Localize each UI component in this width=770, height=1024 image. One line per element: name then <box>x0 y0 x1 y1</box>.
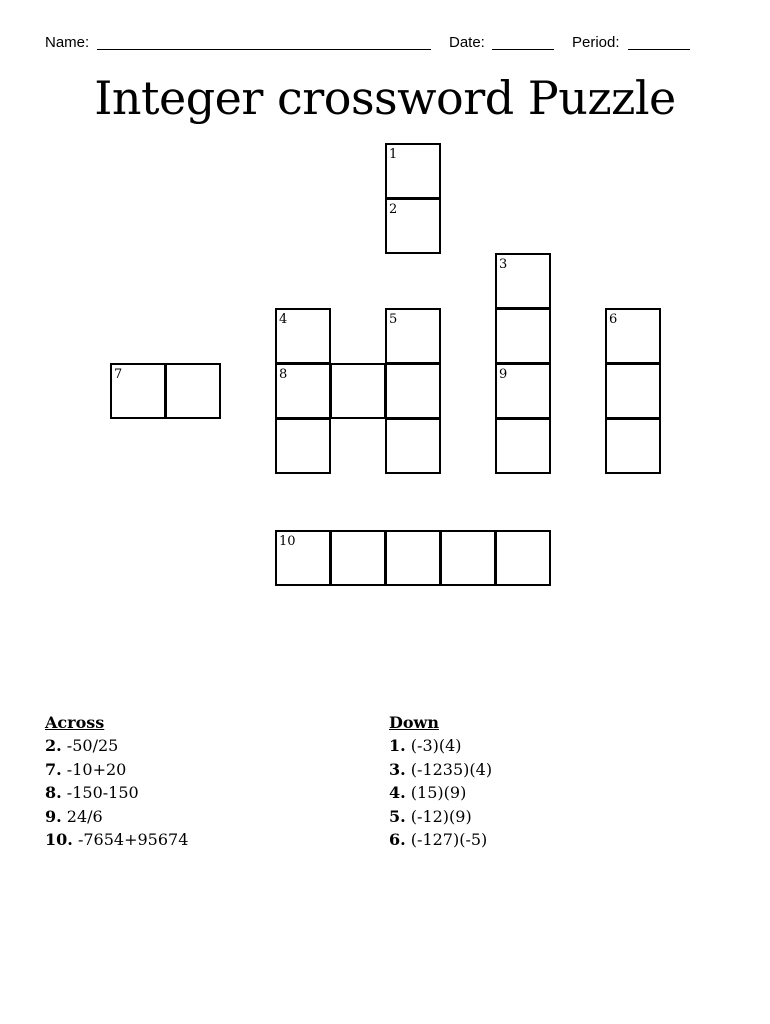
grid-cell[interactable] <box>605 363 661 419</box>
grid-cell[interactable] <box>330 530 386 586</box>
down-clue <box>389 781 689 805</box>
across-clues <box>45 711 345 852</box>
grid-cell[interactable] <box>385 418 441 474</box>
across-clue <box>45 734 345 758</box>
grid-cell[interactable] <box>275 418 331 474</box>
across-clue <box>45 828 345 852</box>
clue-number: 9. <box>45 806 62 826</box>
grid-cell[interactable] <box>495 418 551 474</box>
grid-cell[interactable] <box>275 308 331 364</box>
clue-number: 5 <box>389 312 398 327</box>
name-label: Name: <box>45 34 90 51</box>
grid-cell[interactable] <box>385 143 441 199</box>
clue-number: 4 <box>279 312 288 327</box>
grid-cell[interactable] <box>605 418 661 474</box>
clue-text: -7654+95674 <box>77 830 189 849</box>
down-clues <box>389 711 689 852</box>
period-blank[interactable] <box>628 49 690 50</box>
date-blank[interactable] <box>492 49 554 50</box>
across-clue <box>45 805 345 829</box>
clue-text: 24/6 <box>66 806 103 826</box>
worksheet-header <box>45 34 725 56</box>
clue-text: (-12)(9) <box>410 806 472 826</box>
grid-cell[interactable] <box>495 363 551 419</box>
down-clue <box>389 828 689 852</box>
grid-cell[interactable] <box>495 530 551 586</box>
grid-cell[interactable] <box>495 308 551 364</box>
clue-number: 2. <box>45 736 62 755</box>
clue-number: 6 <box>609 312 618 327</box>
clue-number: 8. <box>45 783 62 802</box>
clue-text: -150-150 <box>66 783 139 802</box>
clue-text: -50/25 <box>66 736 119 755</box>
clue-number: 7 <box>114 367 123 382</box>
name-blank[interactable] <box>97 49 431 50</box>
clue-number: 7. <box>45 759 62 779</box>
grid-cell[interactable] <box>330 363 386 419</box>
clue-text: (15)(9) <box>410 783 467 802</box>
clue-number: 10 <box>279 534 296 549</box>
clue-number: 4. <box>389 783 406 802</box>
clue-text: (-127)(-5) <box>410 830 488 849</box>
clue-text: (-1235)(4) <box>410 759 493 779</box>
grid-cell[interactable] <box>495 253 551 309</box>
grid-cell[interactable] <box>385 363 441 419</box>
date-label: Date: <box>449 34 485 51</box>
down-clue <box>389 758 689 782</box>
clue-text: -10+20 <box>66 759 127 779</box>
grid-cell[interactable] <box>605 308 661 364</box>
grid-cell[interactable] <box>385 530 441 586</box>
clue-number: 10. <box>45 830 73 849</box>
grid-cell[interactable] <box>275 363 331 419</box>
down-clue <box>389 805 689 829</box>
clue-number: 8 <box>279 367 288 382</box>
clue-number: 1 <box>389 147 398 162</box>
clue-number: 6. <box>389 830 406 849</box>
down-clue <box>389 734 689 758</box>
clue-number: 1. <box>389 736 406 755</box>
across-clue <box>45 781 345 805</box>
across-heading: Across <box>45 713 105 732</box>
clue-number: 3. <box>389 759 406 779</box>
page-title: Integer crossword Puzzle <box>94 71 676 125</box>
clue-number: 9 <box>499 367 508 382</box>
grid-cell[interactable] <box>385 198 441 254</box>
grid-cell[interactable] <box>275 530 331 586</box>
grid-cell[interactable] <box>440 530 496 586</box>
clue-number: 3 <box>499 257 508 272</box>
grid-cell[interactable] <box>385 308 441 364</box>
down-heading: Down <box>389 713 439 732</box>
clue-number: 2 <box>389 202 398 217</box>
clue-number: 5. <box>389 806 406 826</box>
clue-text: (-3)(4) <box>410 736 462 755</box>
grid-cell[interactable] <box>110 363 166 419</box>
period-label: Period: <box>572 34 620 51</box>
across-clue <box>45 758 345 782</box>
grid-cell[interactable] <box>165 363 221 419</box>
